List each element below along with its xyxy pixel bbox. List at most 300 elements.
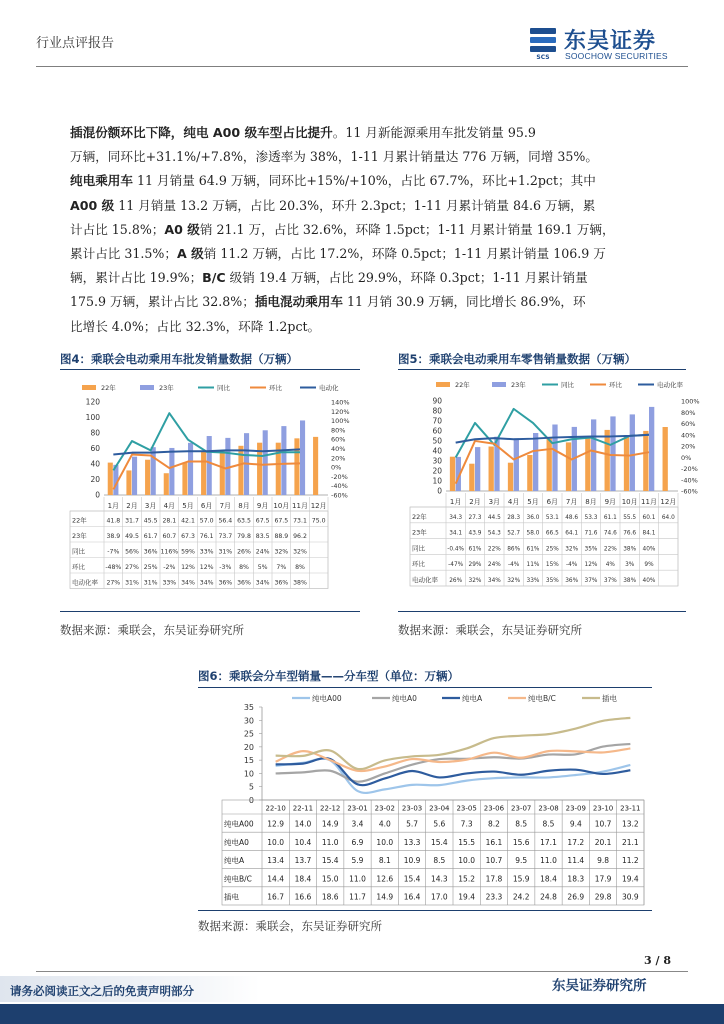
table-cell: 32% [274, 548, 289, 556]
bar-23年 [552, 425, 557, 492]
x-tick-label: 23-10 [592, 804, 614, 813]
fig4-bottom-rule [60, 611, 360, 612]
table-cell: 63.5 [237, 517, 251, 525]
table-cell: 48.6 [565, 514, 579, 521]
table-cell: 8.1 [378, 856, 391, 866]
table-cell: 34.1 [449, 530, 463, 537]
table-cell: 31% [218, 548, 233, 556]
legend-swatch [82, 385, 96, 390]
table-cell: 25% [143, 564, 158, 571]
table-cell: 12% [181, 564, 195, 571]
fig4-title-rule [60, 369, 360, 370]
bar-23年 [610, 416, 615, 491]
bar-23年 [475, 447, 480, 491]
paragraph-line [70, 218, 674, 242]
table-cell: 17.0 [431, 892, 448, 902]
table-cell: 18.4 [540, 874, 557, 884]
x-tick-label: 4月 [507, 498, 520, 506]
x-tick-label: 23-11 [620, 804, 641, 813]
x-tick-label: 5月 [182, 502, 194, 510]
table-cell: 16.4 [403, 892, 421, 902]
table-cell: 18.4 [294, 874, 312, 884]
x-tick-label: 23-09 [565, 804, 586, 813]
table-cell: 53.3 [584, 514, 598, 521]
table-cell: 14.3 [431, 874, 448, 884]
table-cell: 36% [218, 579, 233, 587]
table-cell: 19.4 [458, 892, 475, 902]
bar-22年 [566, 442, 571, 491]
table-cell: 61% [468, 546, 482, 553]
table-cell: 32% [507, 578, 521, 584]
paragraph-text: 比增长 4.0%；占比 32.3%，环降 1.2pct。 [70, 318, 321, 334]
bar-22年 [238, 446, 243, 495]
analysis-paragraph [70, 121, 674, 339]
table-cell: 26% [237, 548, 251, 556]
fig5-title: 图5：乘联会电动乘用车零售销量数据（万辆） [398, 352, 636, 366]
table-cell: 83.5 [255, 533, 270, 540]
table-cell: 12.9 [267, 819, 284, 829]
table-cell: 28.1 [162, 517, 177, 525]
table-cell: 27% [125, 564, 139, 571]
y-right-tick-label: 40% [681, 431, 696, 440]
paragraph-bold-text: A 级 [176, 246, 204, 262]
table-cell: 4% [605, 562, 615, 569]
table-cell: 36.0 [526, 514, 540, 521]
table-cell: 56% [125, 548, 139, 556]
table-cell: 32% [468, 578, 482, 584]
legend-label: 环比 [609, 381, 622, 389]
table-cell: 36% [274, 579, 289, 587]
y-right-tick-label: 40% [331, 445, 346, 453]
table-cell: 42.1 [181, 517, 195, 525]
x-tick-label: 23-03 [401, 804, 423, 813]
legend-swatch [140, 385, 154, 390]
x-tick-label: 9月 [256, 502, 269, 510]
table-row-label: 插电 [224, 892, 239, 902]
paragraph-line [70, 242, 674, 266]
bar-22年 [201, 451, 206, 495]
y-right-tick-label: 0% [331, 463, 342, 472]
bar-22年 [585, 438, 590, 491]
table-row-label: 纯电A0 [224, 837, 249, 847]
table-cell: 32% [293, 548, 307, 556]
table-cell: -2% [163, 564, 176, 571]
y-right-tick-label: -60% [681, 487, 698, 496]
table-cell: 21.1 [622, 837, 639, 847]
legend-label: 22年 [455, 381, 470, 389]
x-tick-label: 7月 [565, 498, 578, 506]
table-cell: 35% [545, 578, 559, 584]
x-tick-label: 10月 [621, 498, 638, 506]
table-row-label: 同比 [72, 547, 85, 556]
table-cell: 11.0 [349, 874, 366, 884]
fig4-title: 图4：乘联会电动乘用车批发销量数据（万辆） [60, 352, 298, 366]
table-cell: 71.6 [584, 530, 598, 537]
y-left-tick-label: 120 [85, 397, 100, 407]
bar-22年 [547, 438, 552, 491]
header-divider [36, 66, 688, 67]
table-cell: 36% [565, 578, 579, 584]
paragraph-line [70, 290, 674, 314]
x-tick-label: 23-05 [456, 804, 477, 813]
paragraph-text: 辆，累计占比 19.9%； [70, 270, 203, 286]
logo-chinese-name: 东吴证券 [564, 29, 657, 54]
table-cell: 10.7 [485, 856, 503, 866]
bar-23年 [207, 436, 212, 495]
table-cell: 36% [143, 548, 158, 556]
y-left-tick-label: 60 [90, 444, 100, 453]
x-tick-label: 1月 [107, 502, 120, 510]
paragraph-text: 11 月销量 64.9 万辆，同环比+15%/+10%，占比 67.7%，环比+1.2pct；其中 [132, 173, 596, 189]
paragraph-text: 计占比 15.8%； [70, 221, 165, 237]
logo-english-name: SOOCHOW SECURITIES [565, 51, 668, 61]
table-cell: 8.5 [542, 819, 555, 829]
table-cell: 33% [162, 579, 177, 587]
table-cell: 26% [449, 578, 463, 584]
bar-22年 [182, 462, 187, 495]
footer-divider [36, 971, 688, 972]
data-table-border [222, 800, 644, 905]
bar-23年 [630, 414, 635, 491]
bar-23年 [263, 430, 268, 495]
y-left-tick-label: 40 [90, 459, 100, 469]
legend-label: 同比 [217, 384, 230, 392]
legend-label: 22年 [101, 384, 116, 392]
bar-22年 [508, 463, 513, 491]
x-tick-label: 23-02 [374, 804, 395, 813]
y-left-tick-label: 20 [432, 466, 442, 476]
y-right-tick-label: -60% [331, 491, 348, 500]
y-tick-label: 20 [243, 742, 254, 752]
table-cell: 38.9 [106, 533, 121, 540]
table-cell: 15.5 [458, 837, 475, 847]
y-right-tick-label: -20% [331, 472, 348, 481]
table-cell: 16.6 [294, 892, 312, 902]
y-left-tick-label: 80 [432, 406, 442, 416]
x-tick-label: 11月 [641, 498, 657, 506]
table-cell: 15.4 [403, 874, 421, 884]
paragraph-text: 累计占比 31.5%； [70, 246, 177, 262]
table-cell: 22% [603, 546, 617, 553]
bar-22年 [489, 447, 494, 492]
y-right-tick-label: 100% [331, 417, 350, 426]
table-cell: 35% [584, 546, 598, 553]
table-cell: 8% [239, 564, 249, 571]
paragraph-line [70, 169, 674, 193]
y-left-tick-label: 0 [95, 490, 100, 500]
fig6-chart [212, 690, 652, 906]
table-cell: 67.3 [181, 533, 195, 540]
bar-23年 [132, 457, 137, 495]
table-cell: 38% [623, 546, 637, 553]
table-cell: 3% [625, 562, 635, 569]
table-cell: 17.9 [594, 874, 612, 884]
table-cell: 73.7 [218, 533, 233, 540]
table-cell: 43.9 [468, 530, 482, 537]
table-cell: -47% [448, 562, 464, 569]
table-cell: 28.3 [507, 514, 521, 521]
y-right-tick-label: 140% [331, 398, 350, 407]
table-cell: 34.3 [449, 514, 463, 521]
table-cell: 7% [276, 564, 287, 571]
table-cell: 34% [255, 579, 270, 587]
x-tick-label: 22-10 [265, 804, 286, 813]
table-cell: 58.0 [526, 530, 540, 537]
x-tick-label: 9月 [604, 498, 617, 506]
table-cell: 13.2 [622, 819, 639, 829]
y-tick-label: 25 [243, 729, 254, 739]
table-cell: 16.1 [485, 837, 503, 847]
table-cell: 34% [181, 579, 195, 587]
table-cell: -7% [107, 548, 120, 556]
x-tick-label: 4月 [163, 502, 176, 510]
x-tick-label: 1月 [449, 498, 462, 506]
table-cell: 56.4 [218, 517, 233, 525]
table-cell: 32% [565, 546, 579, 553]
paragraph-line [70, 145, 674, 169]
table-cell: 18.6 [321, 892, 339, 902]
bar-23年 [533, 433, 538, 491]
x-tick-label: 11月 [292, 502, 308, 510]
y-left-tick-label: 70 [432, 416, 442, 426]
table-cell: 84.1 [642, 530, 656, 537]
table-cell: 27.3 [468, 514, 482, 521]
legend-label: 23年 [159, 384, 174, 392]
bar-22年 [643, 431, 648, 491]
table-cell: 45.5 [143, 517, 158, 525]
y-right-tick-label: 20% [681, 442, 696, 451]
table-cell: 20.1 [594, 837, 612, 847]
line-环比 [456, 441, 649, 484]
table-cell: 6.9 [351, 837, 364, 847]
fig6-source: 数据来源：乘联会，东吴证券研究所 [198, 919, 382, 933]
x-tick-label: 23-01 [347, 804, 368, 813]
table-cell: 60.1 [642, 514, 656, 521]
table-cell: 12% [584, 562, 598, 569]
table-cell: 116% [160, 548, 179, 556]
bar-22年 [145, 460, 150, 495]
table-cell: 17.1 [540, 837, 557, 847]
x-tick-label: 3月 [488, 498, 501, 506]
bar-22年 [663, 427, 668, 491]
x-tick-label: 5月 [527, 498, 539, 506]
table-cell: 57.0 [199, 517, 214, 525]
legend-label: 纯电A00 [312, 694, 342, 703]
y-tick-label: 10 [243, 769, 254, 779]
bar-22年 [605, 430, 610, 491]
y-right-tick-label: 60% [681, 420, 696, 428]
table-cell: 34% [487, 578, 501, 584]
bar-22年 [469, 464, 474, 491]
table-cell: 33% [199, 548, 214, 556]
legend-label: 电动化率 [657, 381, 683, 389]
fig6-bottom-rule [198, 910, 652, 911]
table-cell: 11.0 [321, 837, 339, 847]
table-cell: 37% [584, 578, 598, 584]
table-cell: 61.7 [143, 533, 158, 540]
line-环比 [113, 455, 300, 490]
table-cell: 14.4 [267, 874, 284, 884]
table-cell: 31.7 [125, 517, 139, 525]
legend-swatch [436, 382, 450, 387]
table-cell: 15.0 [321, 874, 339, 884]
table-cell: 30.9 [622, 892, 639, 902]
y-left-tick-label: 100 [85, 413, 100, 422]
table-cell: 12.6 [376, 874, 394, 884]
paragraph-line [70, 121, 674, 145]
table-cell: 3.4 [351, 819, 364, 829]
table-cell: 11.2 [622, 856, 639, 866]
y-tick-label: 0 [248, 796, 254, 805]
table-cell: 14.9 [376, 892, 394, 902]
table-cell: 54.3 [487, 530, 501, 537]
table-cell: 23.3 [485, 892, 503, 902]
bar-22年 [527, 455, 532, 491]
table-cell: 49.5 [125, 533, 139, 540]
logo-mark-text: SCS [536, 54, 550, 61]
bar-22年 [220, 451, 225, 495]
table-cell: 61% [526, 546, 540, 553]
table-cell: 7.3 [460, 819, 473, 829]
table-cell: -3% [219, 564, 232, 571]
table-row-label: 电动化率 [412, 576, 438, 584]
page-number: 3 / 8 [644, 954, 671, 967]
bar-22年 [313, 437, 318, 495]
table-row-label: 23年 [72, 532, 87, 540]
table-cell: 36% [237, 579, 251, 587]
table-row-label: 纯电A00 [224, 819, 254, 829]
table-cell: 10.0 [267, 837, 284, 847]
y-right-tick-label: 80% [331, 426, 346, 435]
paragraph-text: 11 月销 30.9 万辆，同比增长 86.9%，环 [342, 294, 586, 310]
bar-22年 [624, 436, 629, 492]
y-left-tick-label: 60 [432, 426, 442, 436]
x-tick-label: 8月 [238, 502, 250, 510]
table-cell: 52.7 [507, 530, 521, 537]
legend-label: 环比 [269, 384, 282, 392]
paragraph-bold-text: A0 级 [164, 221, 200, 237]
table-cell: 15.9 [512, 874, 530, 884]
table-cell: 34% [199, 579, 214, 587]
y-left-tick-label: 20 [90, 475, 100, 484]
table-cell: 17.8 [485, 874, 503, 884]
y-left-tick-label: 80 [90, 428, 100, 438]
table-cell: 9.5 [515, 856, 528, 866]
bar-22年 [164, 473, 169, 495]
bar-23年 [281, 426, 286, 495]
paragraph-line [70, 194, 674, 218]
paragraph-bold-text: A00 级 [70, 197, 115, 213]
table-row-label: 环比 [412, 560, 425, 569]
y-tick-label: 30 [243, 716, 254, 726]
table-cell: 40% [642, 546, 656, 553]
paragraph-text: 销 21.1 万，占比 32.6%，环降 1.5pct；1-11 月累计销量 169.1 万辆， [199, 221, 615, 237]
paragraph-text: 万辆，同环比+31.1%/+7.8%，渗透率为 38%，1-11 月累计销量达 776 万辆，同增 35%。 [70, 149, 598, 165]
y-left-tick-label: 90 [432, 396, 442, 406]
table-cell: 67.5 [274, 517, 289, 525]
table-cell: 24.2 [512, 892, 530, 902]
table-row-label: 电动化率 [72, 578, 98, 587]
x-tick-label: 7月 [219, 502, 232, 510]
table-cell: 27% [106, 579, 121, 587]
y-tick-label: 15 [243, 756, 254, 766]
x-tick-label: 23-07 [511, 804, 532, 813]
legend-label: 同比 [561, 381, 574, 389]
bar-22年 [450, 457, 455, 491]
table-cell: 96.2 [293, 533, 307, 540]
table-cell: 8.5 [515, 819, 528, 829]
line-同比 [456, 409, 649, 458]
table-cell: 11.7 [349, 892, 366, 902]
y-left-tick-label: 0 [437, 486, 442, 496]
y-right-tick-label: -40% [331, 482, 348, 491]
table-cell: 19.4 [622, 874, 639, 884]
legend-label: 纯电B/C [528, 694, 556, 703]
table-cell: -0.4% [447, 546, 465, 553]
x-tick-label: 22-11 [292, 804, 314, 813]
table-row-label: 23年 [412, 528, 427, 537]
x-tick-label: 8月 [585, 498, 597, 506]
y-right-tick-label: 100% [681, 397, 700, 406]
table-cell: 16.7 [267, 892, 284, 902]
bar-23年 [649, 407, 654, 491]
fig5-title-rule [398, 369, 686, 370]
table-cell: 15% [545, 562, 559, 569]
table-cell: 33% [526, 578, 540, 584]
table-cell: 22% [487, 546, 501, 553]
table-cell: 25% [545, 546, 559, 553]
table-cell: 9.4 [569, 819, 582, 829]
table-row-label: 纯电B/C [224, 874, 252, 884]
legend-label: 23年 [511, 381, 526, 389]
x-tick-label: 12月 [660, 498, 677, 506]
table-cell: 15.6 [512, 837, 530, 847]
table-cell: 53.1 [545, 514, 559, 521]
paragraph-bold-text: 插混份额环比下降，纯电 A00 级车型占比提升 [70, 125, 333, 140]
paragraph-text: 11 月销量 13.2 万辆，占比 20.3%，环升 2.3pct；1-11 月累计销量 84.6 万辆，累 [114, 197, 596, 213]
table-cell: 29% [468, 562, 482, 569]
paragraph-bold-text: 纯电乘用车 [70, 173, 133, 189]
table-cell: 13.3 [403, 837, 421, 847]
paragraph-bold-text: 插电混动乘用车 [254, 294, 343, 310]
y-right-tick-label: -40% [681, 476, 698, 485]
table-cell: 15.4 [431, 837, 448, 847]
table-cell: 9.8 [597, 856, 610, 866]
y-right-tick-label: -20% [681, 465, 698, 473]
table-cell: 76.1 [199, 533, 214, 540]
table-cell: 9% [644, 562, 654, 569]
bar-23年 [169, 448, 174, 495]
table-cell: 15.4 [321, 856, 339, 866]
table-row-label: 22年 [412, 512, 427, 521]
y-right-tick-label: 20% [331, 454, 346, 463]
table-cell: 24% [487, 562, 501, 569]
table-cell: 66.5 [545, 530, 559, 537]
table-cell: 10.4 [294, 837, 312, 847]
table-cell: 10.0 [458, 856, 475, 866]
table-cell: 86% [507, 546, 521, 553]
table-cell: 11.0 [540, 856, 557, 866]
table-cell: 26.9 [567, 892, 585, 902]
soochow-logo [528, 24, 688, 64]
legend-label: 插电 [602, 694, 617, 703]
y-tick-label: 35 [243, 703, 254, 712]
disclaimer-text: 请务必阅读正文之后的免责声明部分 [10, 984, 194, 998]
table-cell: 10.7 [594, 819, 612, 829]
table-cell: 40% [642, 578, 656, 584]
table-row-label: 22年 [72, 516, 87, 525]
report-type-label: 行业点评报告 [36, 36, 115, 51]
